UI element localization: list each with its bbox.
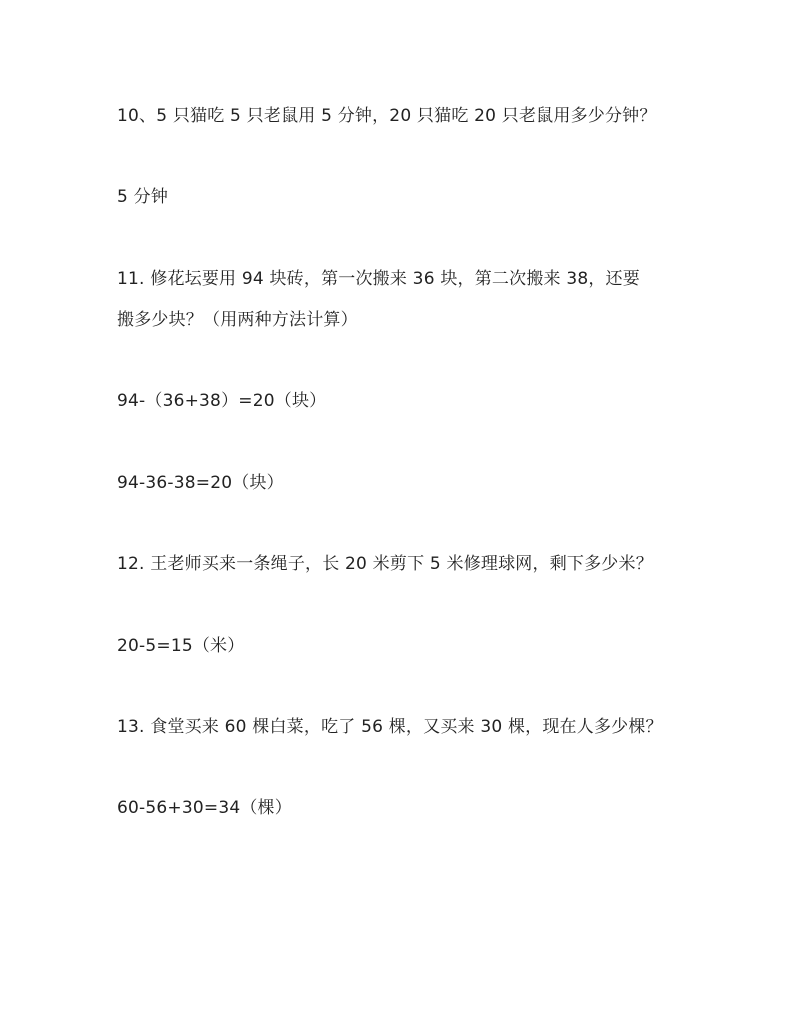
question-10-text: 10、5 只猫吃 5 只老鼠用 5 分钟，20 只猫吃 20 只老鼠用多少分钟？ xyxy=(117,106,657,126)
answer-13-text: 60-56+30=34（棵） xyxy=(117,798,292,818)
question-13-text: 13. 食堂买来 60 棵白菜，吃了 56 棵，又买来 30 棵，现在人多少棵？ xyxy=(117,717,663,737)
question-11-text-line-1: 11. 修花坛要用 94 块砖，第一次搬来 36 块，第二次搬来 38，还要 xyxy=(117,269,640,289)
question-11-text-line-2: 搬多少块？（用两种方法计算） xyxy=(117,310,358,330)
answer-10-text: 5 分钟 xyxy=(117,187,169,207)
answer-11-method-2: 94-36-38=20（块） xyxy=(117,473,284,493)
answer-11-method-1: 94-（36+38）=20（块） xyxy=(117,391,327,411)
answer-12-text: 20-5=15（米） xyxy=(117,636,245,656)
question-12-text: 12. 王老师买来一条绳子，长 20 米剪下 5 米修理球网，剩下多少米？ xyxy=(117,554,653,574)
